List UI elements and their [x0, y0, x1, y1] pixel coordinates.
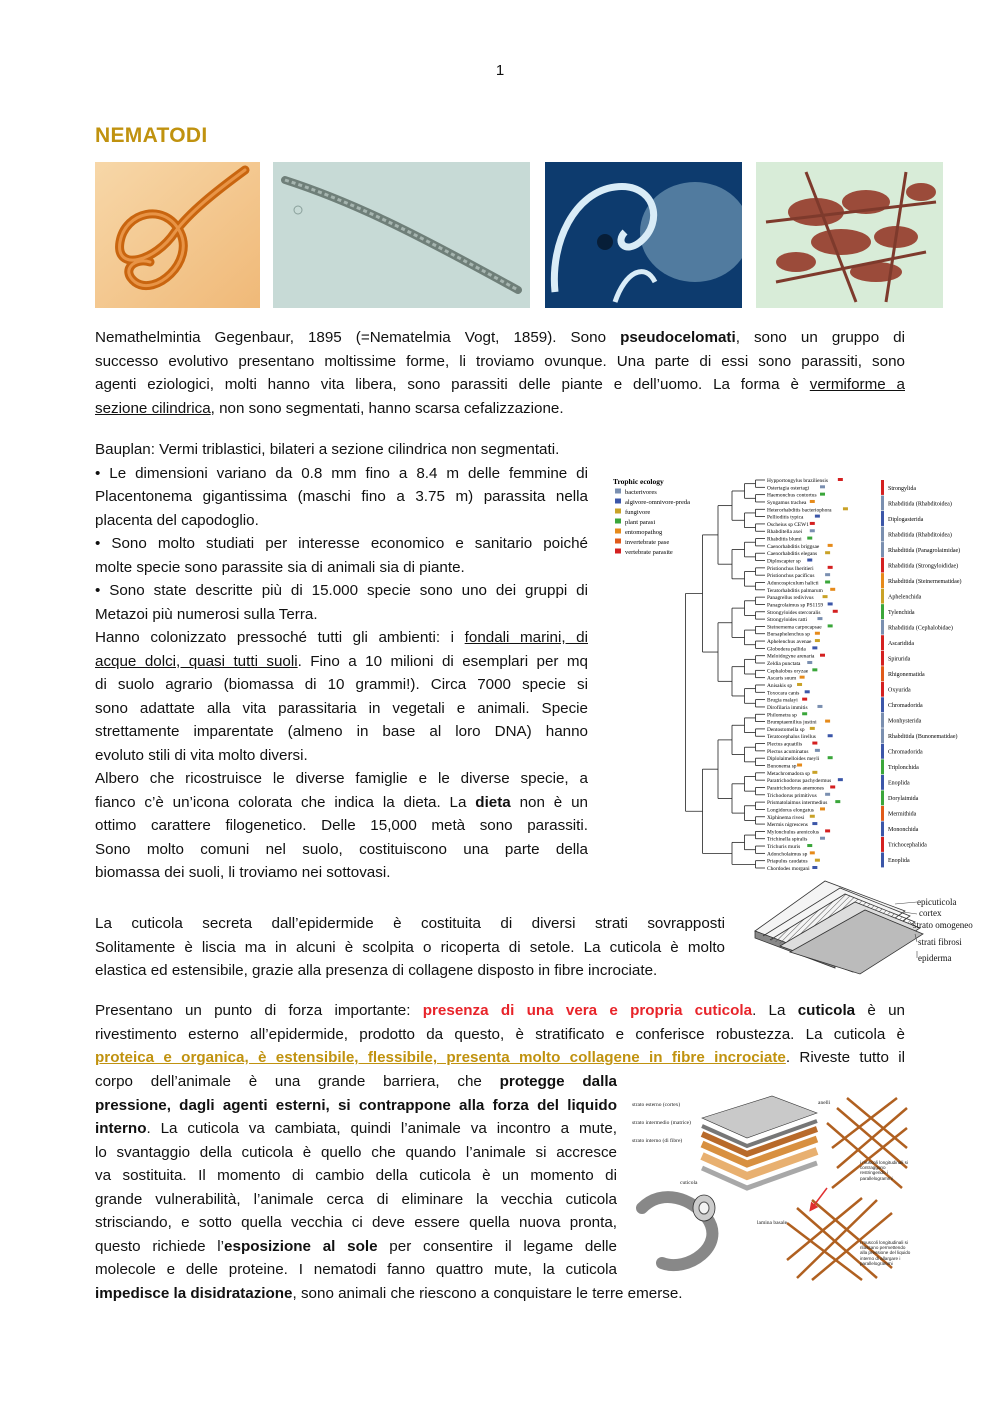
- clade-label: Triplonchida: [888, 765, 919, 772]
- tree-taxon: Rhabditis blumi: [767, 536, 802, 543]
- clade-bar: [881, 775, 884, 790]
- tree-diet-icon: [823, 595, 828, 598]
- legend-label-0: bacterivores: [625, 489, 657, 496]
- clade-label: Enoplida: [888, 780, 910, 787]
- legend-swatch-1: [615, 499, 621, 504]
- tree-diet-icon: [825, 551, 830, 554]
- tree-diet-icon: [825, 793, 830, 796]
- legend-label-4: entomopathog: [625, 529, 663, 536]
- legend-label-1: algivore-omnivore-preda: [625, 499, 690, 506]
- label-fiber-layer: strato interno (di fibre): [632, 1138, 683, 1144]
- tree-diet-icon: [800, 676, 805, 679]
- tree-taxon: Adoncholaimus sp: [767, 851, 808, 858]
- tree-diet-icon: [807, 661, 812, 664]
- tree-diet-icon: [812, 822, 817, 825]
- label-epicuticola: epicuticola: [917, 897, 957, 907]
- tree-taxon: Prismatolaimus intermedius: [767, 800, 828, 807]
- tree-taxon: Teratorhabditis palmarum: [767, 587, 823, 594]
- tree-taxon: Hypportongylus braziliensis: [767, 478, 828, 484]
- clade-bar: [881, 511, 884, 526]
- clade-bar: [881, 682, 884, 697]
- tree-diet-icon: [812, 866, 817, 869]
- tree-taxon: Metachromadora sp: [767, 770, 810, 777]
- tree-diet-icon: [802, 712, 807, 715]
- tree-diet-icon: [812, 668, 817, 671]
- clade-label: Enoplida: [888, 858, 910, 865]
- tree-taxon: Panagrellus redivivus: [767, 595, 814, 602]
- tree-taxon: Brugia malayi: [767, 697, 798, 704]
- clade-label: Mermithida: [888, 811, 917, 818]
- clade-bar: [881, 821, 884, 836]
- photo-blue-nematode: [545, 162, 742, 308]
- tree-diet-icon: [843, 507, 848, 510]
- tree-taxon: Plectus aquatilis: [767, 741, 803, 748]
- tree-taxon: Toxocara canis: [767, 690, 800, 697]
- tree-taxon: Aphelenchus avenae: [767, 639, 812, 646]
- tree-diet-icon: [815, 639, 820, 642]
- tree-legend-title: Trophic ecology: [613, 477, 664, 486]
- tree-taxon: Pristionchus pacificus: [767, 573, 815, 580]
- legend-label-5: invertebrate pase: [625, 539, 670, 546]
- clade-label: Oxyurida: [888, 687, 911, 694]
- tree-diet-icon: [820, 807, 825, 810]
- clade-bar: [881, 589, 884, 604]
- tree-diet-icon: [833, 610, 838, 613]
- clade-bar: [881, 790, 884, 805]
- tree-taxon: Paratrichodorus anemones: [767, 785, 825, 792]
- clade-bar: [881, 666, 884, 681]
- cuticle-strength-paragraph: Presentano un punto di forza importante: presenza di una vera e propria cuticola. La cuticola è un rivestimento esterno all’epidermide, prodotto da questo, è stratificato e conferisce robustezza. La cuticola è proteica e organica, è estensibile, flessibile, presenta molto collagene in fibre incrociate. Riveste tutto il: [95, 1002, 905, 1066]
- clade-label: Ascaridida: [888, 640, 914, 647]
- tree-taxon: Trichodorus primitivus: [767, 792, 817, 799]
- tree-diet-icon: [797, 764, 802, 767]
- tree-diet-icon: [802, 698, 807, 701]
- label-anelli: anelli: [818, 1100, 831, 1106]
- tree-diet-icon: [810, 529, 815, 532]
- cuticle-layers-figure: [745, 876, 990, 976]
- tree-taxon: Trichuris muris: [767, 844, 801, 851]
- tree-taxon: Oscheius sp CEW1: [767, 521, 809, 528]
- label-strati-fibrosi: strati fibrosi: [918, 937, 962, 947]
- clade-label: Diplogasterida: [888, 516, 924, 523]
- legend-swatch-2: [615, 509, 621, 514]
- tree-diet-icon: [830, 785, 835, 788]
- cuticle-paragraph: La cuticola secreta dall’epidermide è costituita di diversi strati sovrapposti Solitamente è liscia ma in alcuni è scolpita o ricoperta di setole. La cuticola è molto elastica ed estensibile, grazie alla presenza di collagene disposto in fibre incrociate.: [95, 915, 725, 979]
- tree-diet-icon: [812, 646, 817, 649]
- tree-diet-icon: [820, 837, 825, 840]
- tree-diet-icon: [807, 559, 812, 562]
- clade-bar: [881, 728, 884, 743]
- tree-taxon: Chordodes morgani: [767, 866, 810, 872]
- clade-label: Trichocephalida: [888, 842, 927, 849]
- cuticle-molting-paragraph: corpo dell’animale è una grande barriera, che protegge dalla pressione, dagli agenti esterni, si contrappone alla forza del liquido interno. La cuticola va cambiata, quindi l’animale va incontro a mute, lo svantaggio della cuticola è quello che quando l’animale si accresce va sostituita. Il momento di cambio della cuticola è un momento di grande vulnerabilità, l’animale cerca di eliminare la vecchia cuticola strisciando, e sotto quella vecchia ci deve essere quella nuova pronta, questo richiede l’esposizione al sole per consentire il legame delle molecole e delle proteine. I nematodi fanno quattro mute, la cuticola impedisce la disidratazione, sono animali che riescono a conquistare le terre emerse.: [95, 1073, 683, 1302]
- tree-diet-icon: [820, 485, 825, 488]
- tree-taxon: Panagrolaimus sp PS1159: [767, 602, 824, 609]
- tree-taxon: Caenorhabditis briggsae: [767, 543, 820, 550]
- tree-diet-icon: [807, 844, 812, 847]
- clade-label: Chromadorida: [888, 703, 923, 710]
- clade-label: Rhabditida (Panagrolaimidae): [888, 547, 961, 554]
- tree-taxon: Meloidogyne arenaria: [767, 653, 815, 660]
- clade-bar: [881, 806, 884, 821]
- note-muscles-relax: i muscoli longitudinali si rilassano permettendo alla pressione del liquido interno di allargare i parallelogrammi: [860, 1240, 911, 1266]
- clade-bar: [881, 635, 884, 650]
- tree-diet-icon: [807, 537, 812, 540]
- tree-diet-icon: [828, 602, 833, 605]
- tree-diet-icon: [810, 500, 815, 503]
- tree-diet-icon: [812, 771, 817, 774]
- legend-swatch-0: [615, 489, 621, 494]
- clade-bar: [881, 527, 884, 542]
- tree-taxon: Longidorus elongatus: [767, 807, 814, 814]
- clade-bar: [881, 852, 884, 867]
- tree-taxon: Pellioditis typica: [767, 514, 804, 521]
- tree-diet-icon: [828, 734, 833, 737]
- tree-diet-icon: [828, 624, 833, 627]
- photo-orange-nematode: [95, 162, 260, 308]
- tree-taxon: Mermis nigrescens: [767, 822, 808, 829]
- intro-paragraph: Nemathelmintia Gegenbaur, 1895 (=Nematelmia Vogt, 1859). Sono pseudocelomati, sono un gruppo di successo evolutivo presentano moltissime forme, li troviamo ovunque. Una parte di essi sono parassiti, sono agenti eziologici, molti hanno vita libera, sono parassiti delle piante e dell’uomo. La forma è vermiforme a sezione cilindrica, non sono segmentati, hanno scarsa cefalizzazione.: [95, 329, 905, 417]
- clade-bar: [881, 573, 884, 588]
- legend-swatch-3: [615, 519, 621, 524]
- cuticle-structure-figure: [632, 1088, 912, 1282]
- tree-taxon: Anisakis sp: [767, 682, 793, 689]
- clade-label: Mononchida: [888, 827, 919, 834]
- legend-swatch-4: [615, 529, 621, 534]
- legend-label-2: fungivore: [625, 509, 651, 516]
- tree-diet-icon: [828, 756, 833, 759]
- clade-bar: [881, 837, 884, 852]
- clade-label: Aphelenchida: [888, 594, 922, 601]
- tree-diet-icon: [810, 851, 815, 854]
- tree-taxon: Dentostomella sp: [767, 726, 805, 733]
- tree-taxon: Philometra sp: [767, 712, 797, 719]
- tree-diet-icon: [815, 859, 820, 862]
- label-cortex: cortex: [919, 908, 942, 918]
- clade-bar: [881, 542, 884, 557]
- tree-taxon: Ascaris suum: [767, 675, 797, 682]
- tree-taxon: Aduncospiculum halicti: [767, 580, 819, 587]
- tree-taxon: Diploscapter sp: [767, 558, 801, 565]
- tree-taxon: Ostertagia ostertagi: [767, 485, 810, 492]
- phylogenetic-tree-figure: [607, 470, 987, 875]
- page-title: NEMATODI: [95, 124, 208, 147]
- tree-taxon: Heterorhabditis bacteriophora: [767, 507, 832, 514]
- note-muscles-contract: i muscoli longitudinali si contraggono restringendo i parallelogrammi: [860, 1160, 909, 1181]
- tree-diet-icon: [817, 617, 822, 620]
- tree-taxon: Trichinella spiralis: [767, 836, 808, 843]
- tree-diet-icon: [838, 778, 843, 781]
- tree-taxon: Strongyloides ratti: [767, 617, 807, 624]
- clade-label: Rhabditida (Rhabditoidea): [888, 532, 952, 539]
- tree-diet-icon: [828, 544, 833, 547]
- clade-label: Chromadorida: [888, 749, 923, 756]
- tree-taxon: Diplolaimelloides meyli: [767, 756, 820, 763]
- tree-diet-icon: [825, 573, 830, 576]
- tree-taxon: Pristionchus lheritieri: [767, 565, 814, 572]
- legend-label-3: plant parasi: [625, 519, 656, 526]
- clade-bar: [881, 713, 884, 728]
- page-number: 1: [495, 62, 505, 79]
- clade-label: Rhabditida (Bunonematidae): [888, 734, 958, 741]
- tree-taxon: Zeldia punctata: [767, 661, 801, 668]
- tree-taxon: Paratrichodorus pachydermus: [767, 778, 832, 785]
- clade-bar: [881, 744, 884, 759]
- tree-taxon: Caenorhabditis elegans: [767, 551, 818, 558]
- legend-swatch-5: [615, 539, 621, 544]
- tree-diet-icon: [820, 654, 825, 657]
- tree-taxon: Globodera pallida: [767, 646, 806, 653]
- label-strato-omogeneo: strato omogeneo: [913, 920, 973, 930]
- clade-label: Rhigonematida: [888, 672, 925, 678]
- clade-bar: [881, 697, 884, 712]
- bauplan-paragraph: Bauplan: Vermi triblastici, bilateri a sezione cilindrica non segmentati. • Le dimensioni variano da 0.8 mm fino a 8.4 m delle femmine di Placentonema gigantissima (maschi fino a 3.75 m) parassita nella placenta del capodoglio. • Sono molto studiati per interesse economico e sanitario poiché molte specie sono parassite sia di animali sia di piante. • Sono state descritte più di 15.000 specie sono uno dei gruppi di Metazoi più numerosi sulla Terra. Hanno colonizzato pressoché tutti gli ambienti: i fondali marini, di acque dolci, quasi tutti suoli. Fino a 10 milioni di esemplari per mq di suolo agrario (biomassa di 10 grammi!). Circa 7000 specie si sono adattate alla vita parassitaria in vegetali e animali. Specie strettamente imparentate (almeno in base al loro DNA) hanno evoluto stili di vita molto diversi. Albero che ricostruisce le diverse famiglie e le diverse specie, a fianco c’è un’icona colorata che indica la dieta. La dieta non è un ottimo carattere filogenetico. Delle 15,000 metà sono parassiti. Sono molto comuni nel suolo, costituiscono una parte della biomassa dei suoli, li troviamo nei sottovasi.: [95, 441, 588, 881]
- clade-label: Rhabditida (Cephalobidae): [888, 625, 953, 632]
- tree-diet-icon: [838, 478, 843, 481]
- tree-taxon: Brumptaemilius justini: [767, 719, 817, 726]
- tree-diet-icon: [825, 580, 830, 583]
- tree-taxon: Priapulus caudatus: [767, 858, 808, 865]
- tree-taxon: Rhabditella axei: [767, 529, 803, 536]
- tree-taxon: Bursaphelenchus sp: [767, 631, 810, 638]
- photo-root-galls: [756, 162, 943, 308]
- tree-taxon: Syngamus trachea: [767, 499, 807, 506]
- clade-label: Tylenchida: [888, 609, 915, 616]
- tree-diet-icon: [817, 705, 822, 708]
- tree-diet-icon: [810, 522, 815, 525]
- tree-diet-icon: [820, 493, 825, 496]
- clade-bar: [881, 496, 884, 511]
- clade-bar: [881, 480, 884, 495]
- label-matrix-layer: strato intermedio (matrice): [632, 1120, 691, 1126]
- label-epiderma: epiderma: [918, 953, 952, 963]
- clade-bar: [881, 604, 884, 619]
- clade-label: Rhabditida (Rhabditoidea): [888, 501, 952, 508]
- clade-label: Strongylida: [888, 485, 916, 492]
- tree-diet-icon: [815, 749, 820, 752]
- tree-taxon: Mylonchulus arenicolus: [767, 829, 819, 836]
- tree-diet-icon: [805, 690, 810, 693]
- clade-label: Monhysterida: [888, 718, 922, 725]
- tree-diet-icon: [835, 800, 840, 803]
- clade-label: Spirurida: [888, 656, 911, 663]
- tree-taxon: Plectus acuminatus: [767, 748, 809, 755]
- clade-label: Dorylaimida: [888, 796, 919, 803]
- tree-taxon: Haemonchus contortus: [767, 492, 817, 499]
- clade-bar: [881, 759, 884, 774]
- clade-label: Rhabditida (Strongyloididae): [888, 563, 959, 570]
- tree-diet-icon: [797, 683, 802, 686]
- tree-taxon: Xiphinema rivesi: [767, 814, 805, 821]
- tree-diet-icon: [830, 588, 835, 591]
- tree-diet-icon: [815, 515, 820, 518]
- clade-bar: [881, 651, 884, 666]
- tree-taxon: Strongyloides stercoralis: [767, 609, 821, 616]
- tree-diet-icon: [812, 742, 817, 745]
- tree-diet-icon: [810, 815, 815, 818]
- tree-taxon: Teratocephalus lirellus: [767, 734, 816, 741]
- tree-diet-icon: [825, 720, 830, 723]
- tree-diet-icon: [815, 632, 820, 635]
- legend-swatch-6: [615, 549, 621, 554]
- phylogenetic-tree: [607, 470, 987, 875]
- tree-taxon: Dirofilaria immitis: [767, 704, 808, 711]
- label-lamina-basale: lamina basale: [757, 1220, 788, 1226]
- legend-label-6: vertebrate parasite: [625, 549, 673, 556]
- label-cuticola: cuticola: [680, 1180, 698, 1186]
- tree-taxon: Cephalobus oryzae: [767, 668, 809, 675]
- tree-taxon: Bunonema sp: [767, 763, 797, 770]
- photo-micro-nematode: [273, 162, 530, 308]
- tree-taxon: Steinernema carpocapsae: [767, 624, 822, 631]
- clade-bar: [881, 558, 884, 573]
- tree-diet-icon: [825, 829, 830, 832]
- clade-label: Rhabditida (Steinernematidae): [888, 578, 962, 585]
- tree-diet-icon: [810, 727, 815, 730]
- tree-diet-icon: [828, 566, 833, 569]
- clade-bar: [881, 620, 884, 635]
- label-cortex-layer: strato esterno (cortex): [632, 1102, 681, 1108]
